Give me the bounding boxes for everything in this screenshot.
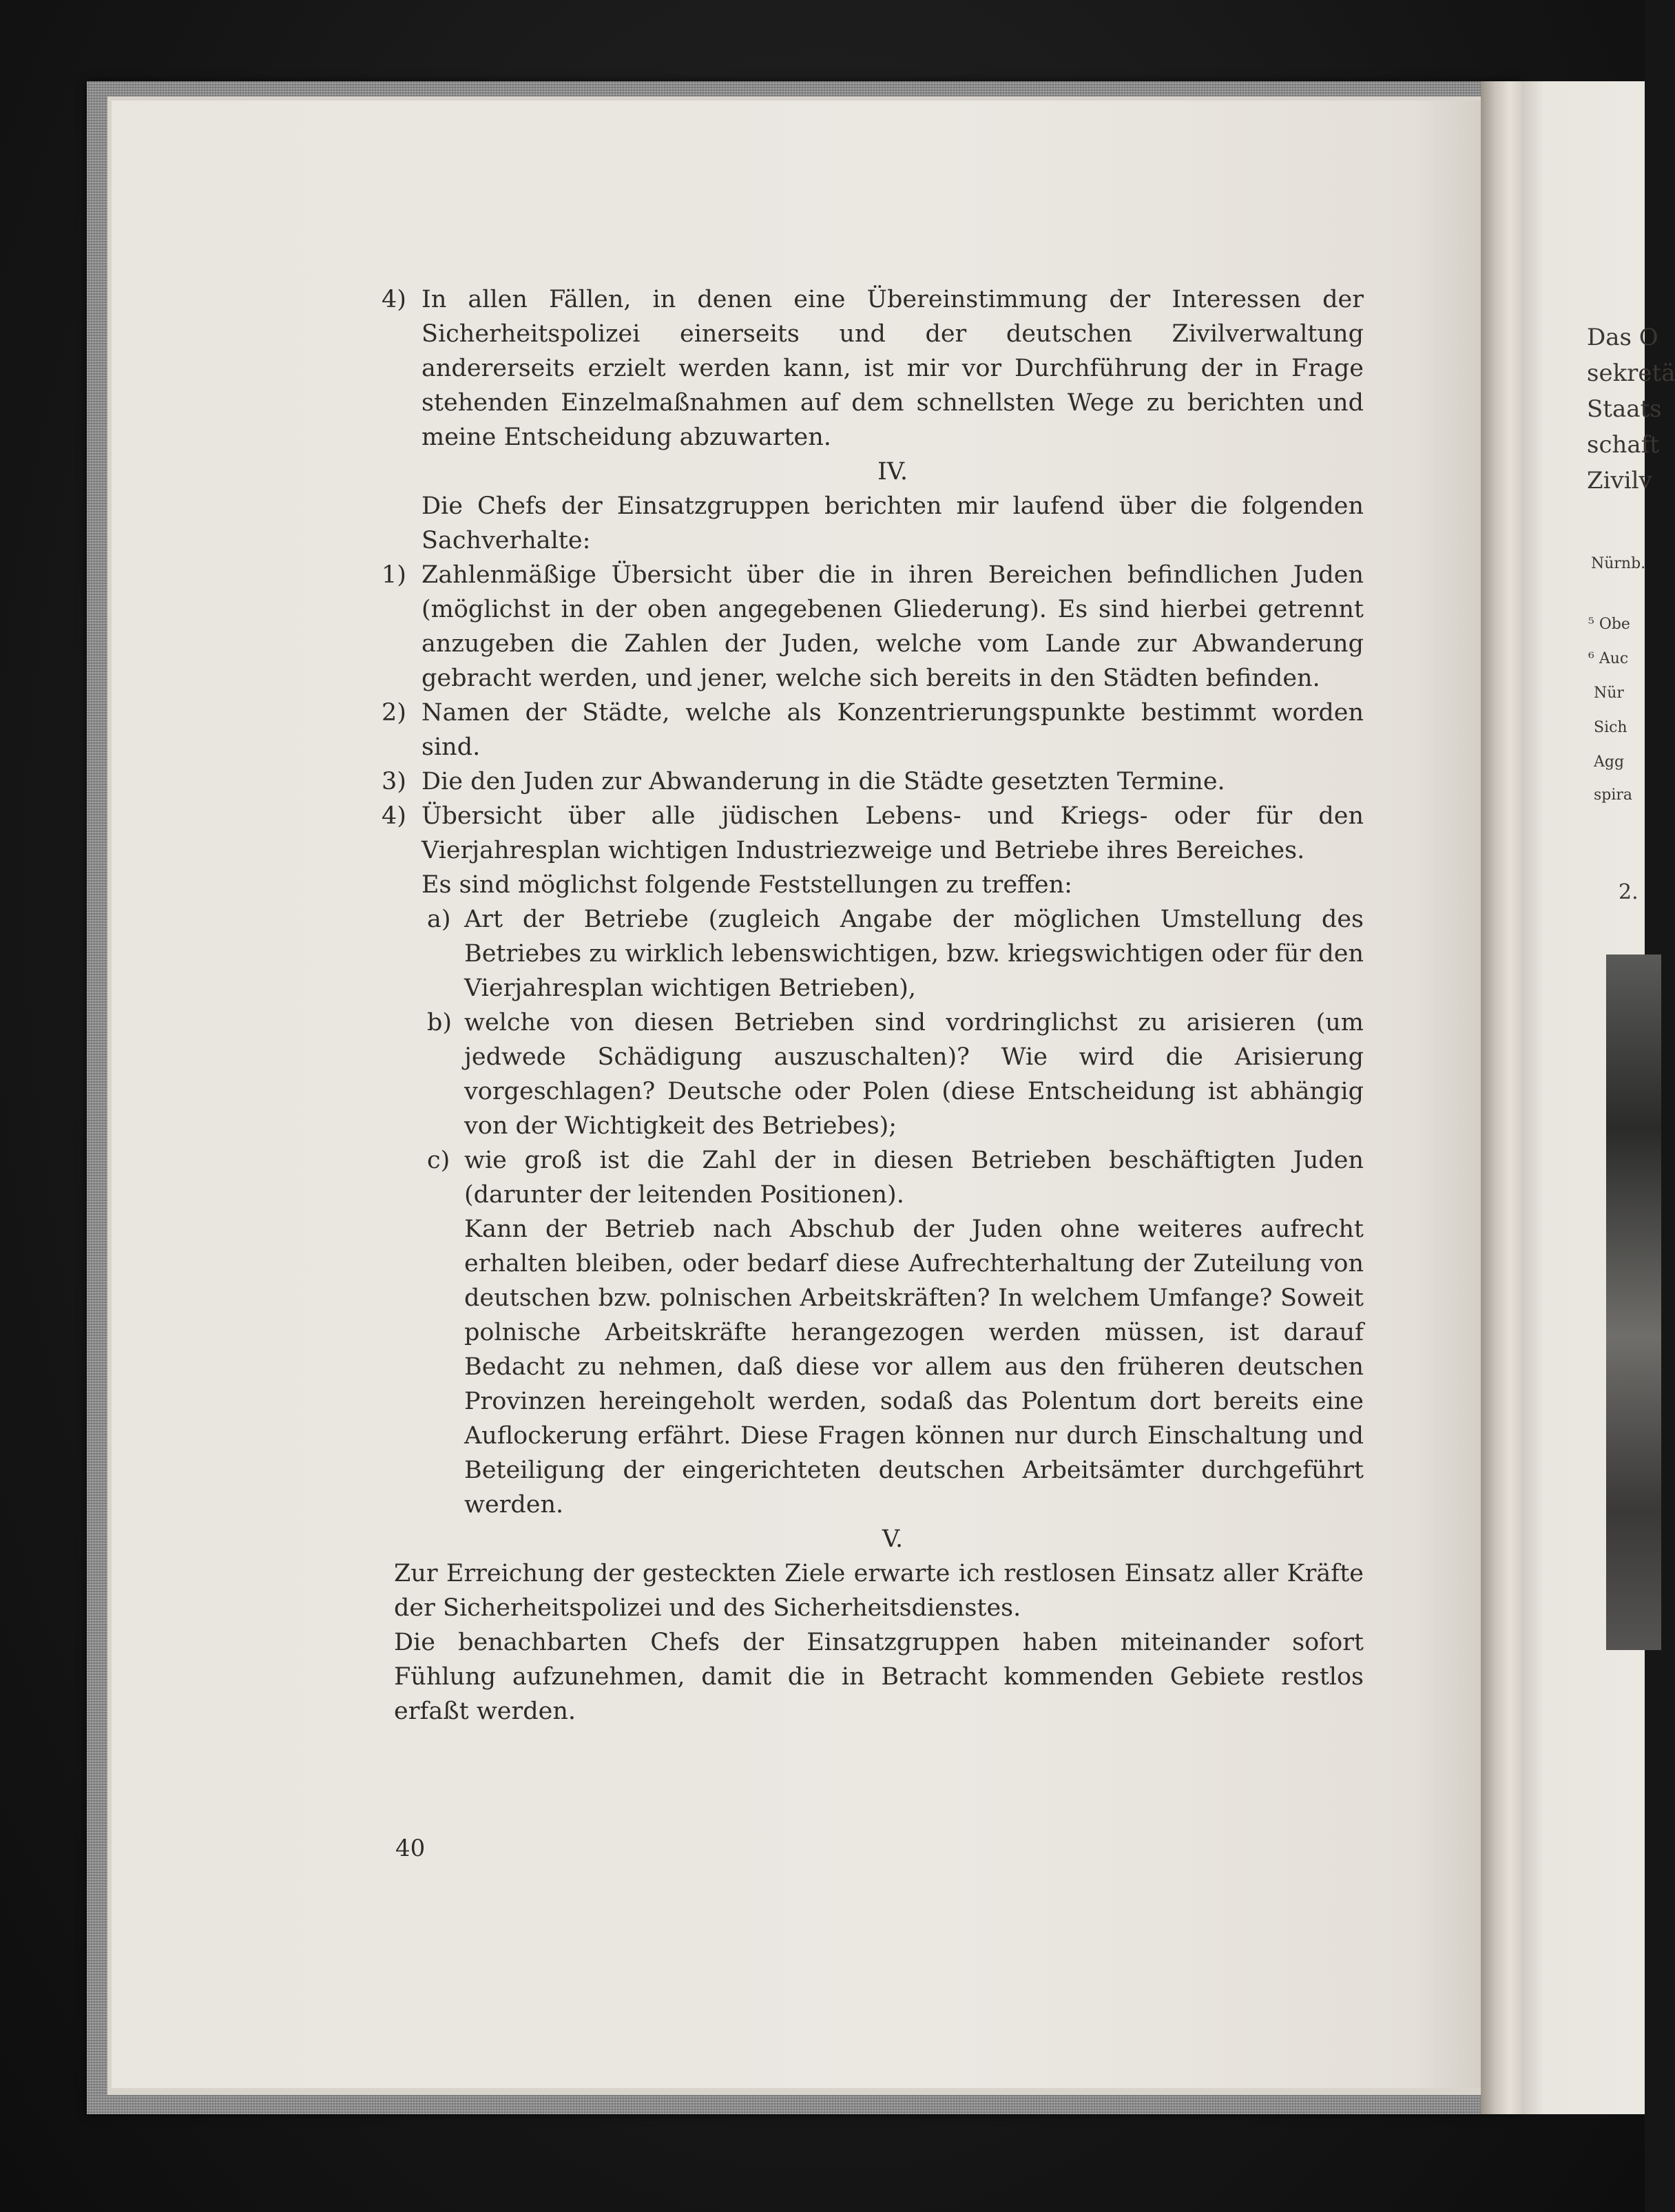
cut-off-line: Das O [1587,324,1658,351]
item-text: Übersicht über alle jüdischen Lebens- und Kriegs- oder für den Vierjahresplan wichtigen Industriezweige und Betriebe ihres Bereiches. [422,802,1364,864]
item-number: 1) [382,561,406,589]
section-heading-v: V. [882,1525,904,1553]
sub-item-text: Art der Betriebe (zugleich Angabe der möglichen Umstellung des Betriebes zu wirklich lebenswichtigen, bzw. kriegswichtigen oder für den Vierjahresplan wichtigen Betrieben), [464,906,1364,1002]
item-number: 2) [382,699,406,727]
item-number: 4) [382,286,406,313]
item-text: In allen Fällen, in denen eine Übereinstimmung der Interessen der Sicherheitspolizei einerseits und der deutschen Zivilverwaltung andererseits erzielt werden kann, ist mir vor Durchführung der in Frage stehenden Einzelmaßnahmen auf dem schnellsten Wege zu berichten und meine Entscheidung abzuwarten. [422,286,1364,451]
sub-item-continuation: Kann der Betrieb nach Abschub der Juden ohne weiteres aufrecht erhalten bleiben, oder bedarf diese Aufrechterhaltung der Zuteilung von deutschen bzw. polnischen Arbeitskräften? In welchem Umfange? Soweit polnische Arbeitskräfte herangezogen werden müssen, ist darauf Bedacht zu nehmen, daß diese vor allem aus den früheren deutschen Provinzen hereingeholt werden, sodaß das Polentum dort bereits eine Auflockerung erfährt. Diese Fragen können nur durch Einschaltung und Beteiligung der eingerichteten deutschen Arbeitsämter durchgeführt werden. [464,1215,1364,1519]
footnote-fragment: ⁵ Obe [1588,616,1630,633]
list-item [382,696,1364,764]
section-5-paragraph: Zur Erreichung der gesteckten Ziele erwarte ich restlosen Einsatz aller Kräfte der Sicherheitspolizei und des Sicherheitsdienstes. [394,1560,1364,1622]
footnote-fragment: ⁶ Auc [1588,650,1629,667]
sub-list-item [422,1143,1364,1212]
footnote-fragment: Nür [1594,685,1624,702]
sub-item-letter: a) [427,906,451,933]
item-number: 4) [382,802,406,830]
section-3-item-4 [382,282,1364,455]
right-page-fragment [1522,81,1675,2114]
list-item [382,558,1364,696]
section-4-intro: Die Chefs der Einsatzgruppen berichten mir laufend über die folgenden Sachverhalte: [422,492,1364,554]
item-text: Die den Juden zur Abwanderung in die Städte gesetzten Termine. [422,768,1225,795]
sub-list-item [422,1005,1364,1143]
list-item [382,764,1364,799]
section-heading-iv: IV. [877,458,908,486]
item-text: Namen der Städte, welche als Konzentrierungspunkte bestimmt worden sind. [422,699,1364,761]
footnote-fragment: Sich [1594,719,1627,736]
cut-off-line: Staats [1587,395,1662,423]
photo-fragment [1606,954,1661,1650]
cut-off-line: sekretä [1587,359,1675,387]
page-number: 40 [395,1835,426,1862]
list-item [382,799,1364,868]
sub-item-text: wie groß ist die Zahl der in diesen Betrieben beschäftigten Juden (darunter der leitenden Positionen). [464,1147,1364,1209]
footnote-fragment: Agg [1594,753,1625,771]
section-5-paragraph: Die benachbarten Chefs der Einsatzgruppen haben miteinander sofort Fühlung aufzunehmen, damit die in Betracht kommenden Gebiete restlos erfaßt werden. [394,1629,1364,1725]
item-number: 3) [382,768,406,795]
section-number-fragment: 2. [1619,880,1638,904]
sub-item-letter: c) [427,1147,450,1174]
book-gutter [1481,81,1522,2114]
sub-list-item [422,902,1364,1005]
cut-off-line: schaft [1587,431,1659,459]
sub-item-letter: b) [427,1009,452,1036]
sub-list-intro: Es sind möglichst folgende Feststellungen zu treffen: [422,871,1072,899]
sub-item-text: welche von diesen Betrieben sind vordringlichst zu arisieren (um jedwede Schädigung auszuschalten)? Wie wird die Arisierung vorgeschlagen? Deutsche oder Polen (diese Entscheidung ist abhängig von der Wichtigkeit des Betriebes); [464,1009,1364,1140]
page-text [382,282,1364,1729]
footnote-fragment: spira [1594,786,1633,804]
cut-off-line: Zivilv [1587,467,1652,494]
source-label: Nürnb. [1591,555,1646,572]
item-text: Zahlenmäßige Übersicht über die in ihren Bereichen befindlichen Juden (möglichst in der oben angegebenen Gliederung). Es sind hierbei getrennt anzugeben die Zahlen der Juden, welche vom Lande zur Abwanderung gebracht werden, und jener, welche sich bereits in den Städten befinden. [422,561,1364,692]
